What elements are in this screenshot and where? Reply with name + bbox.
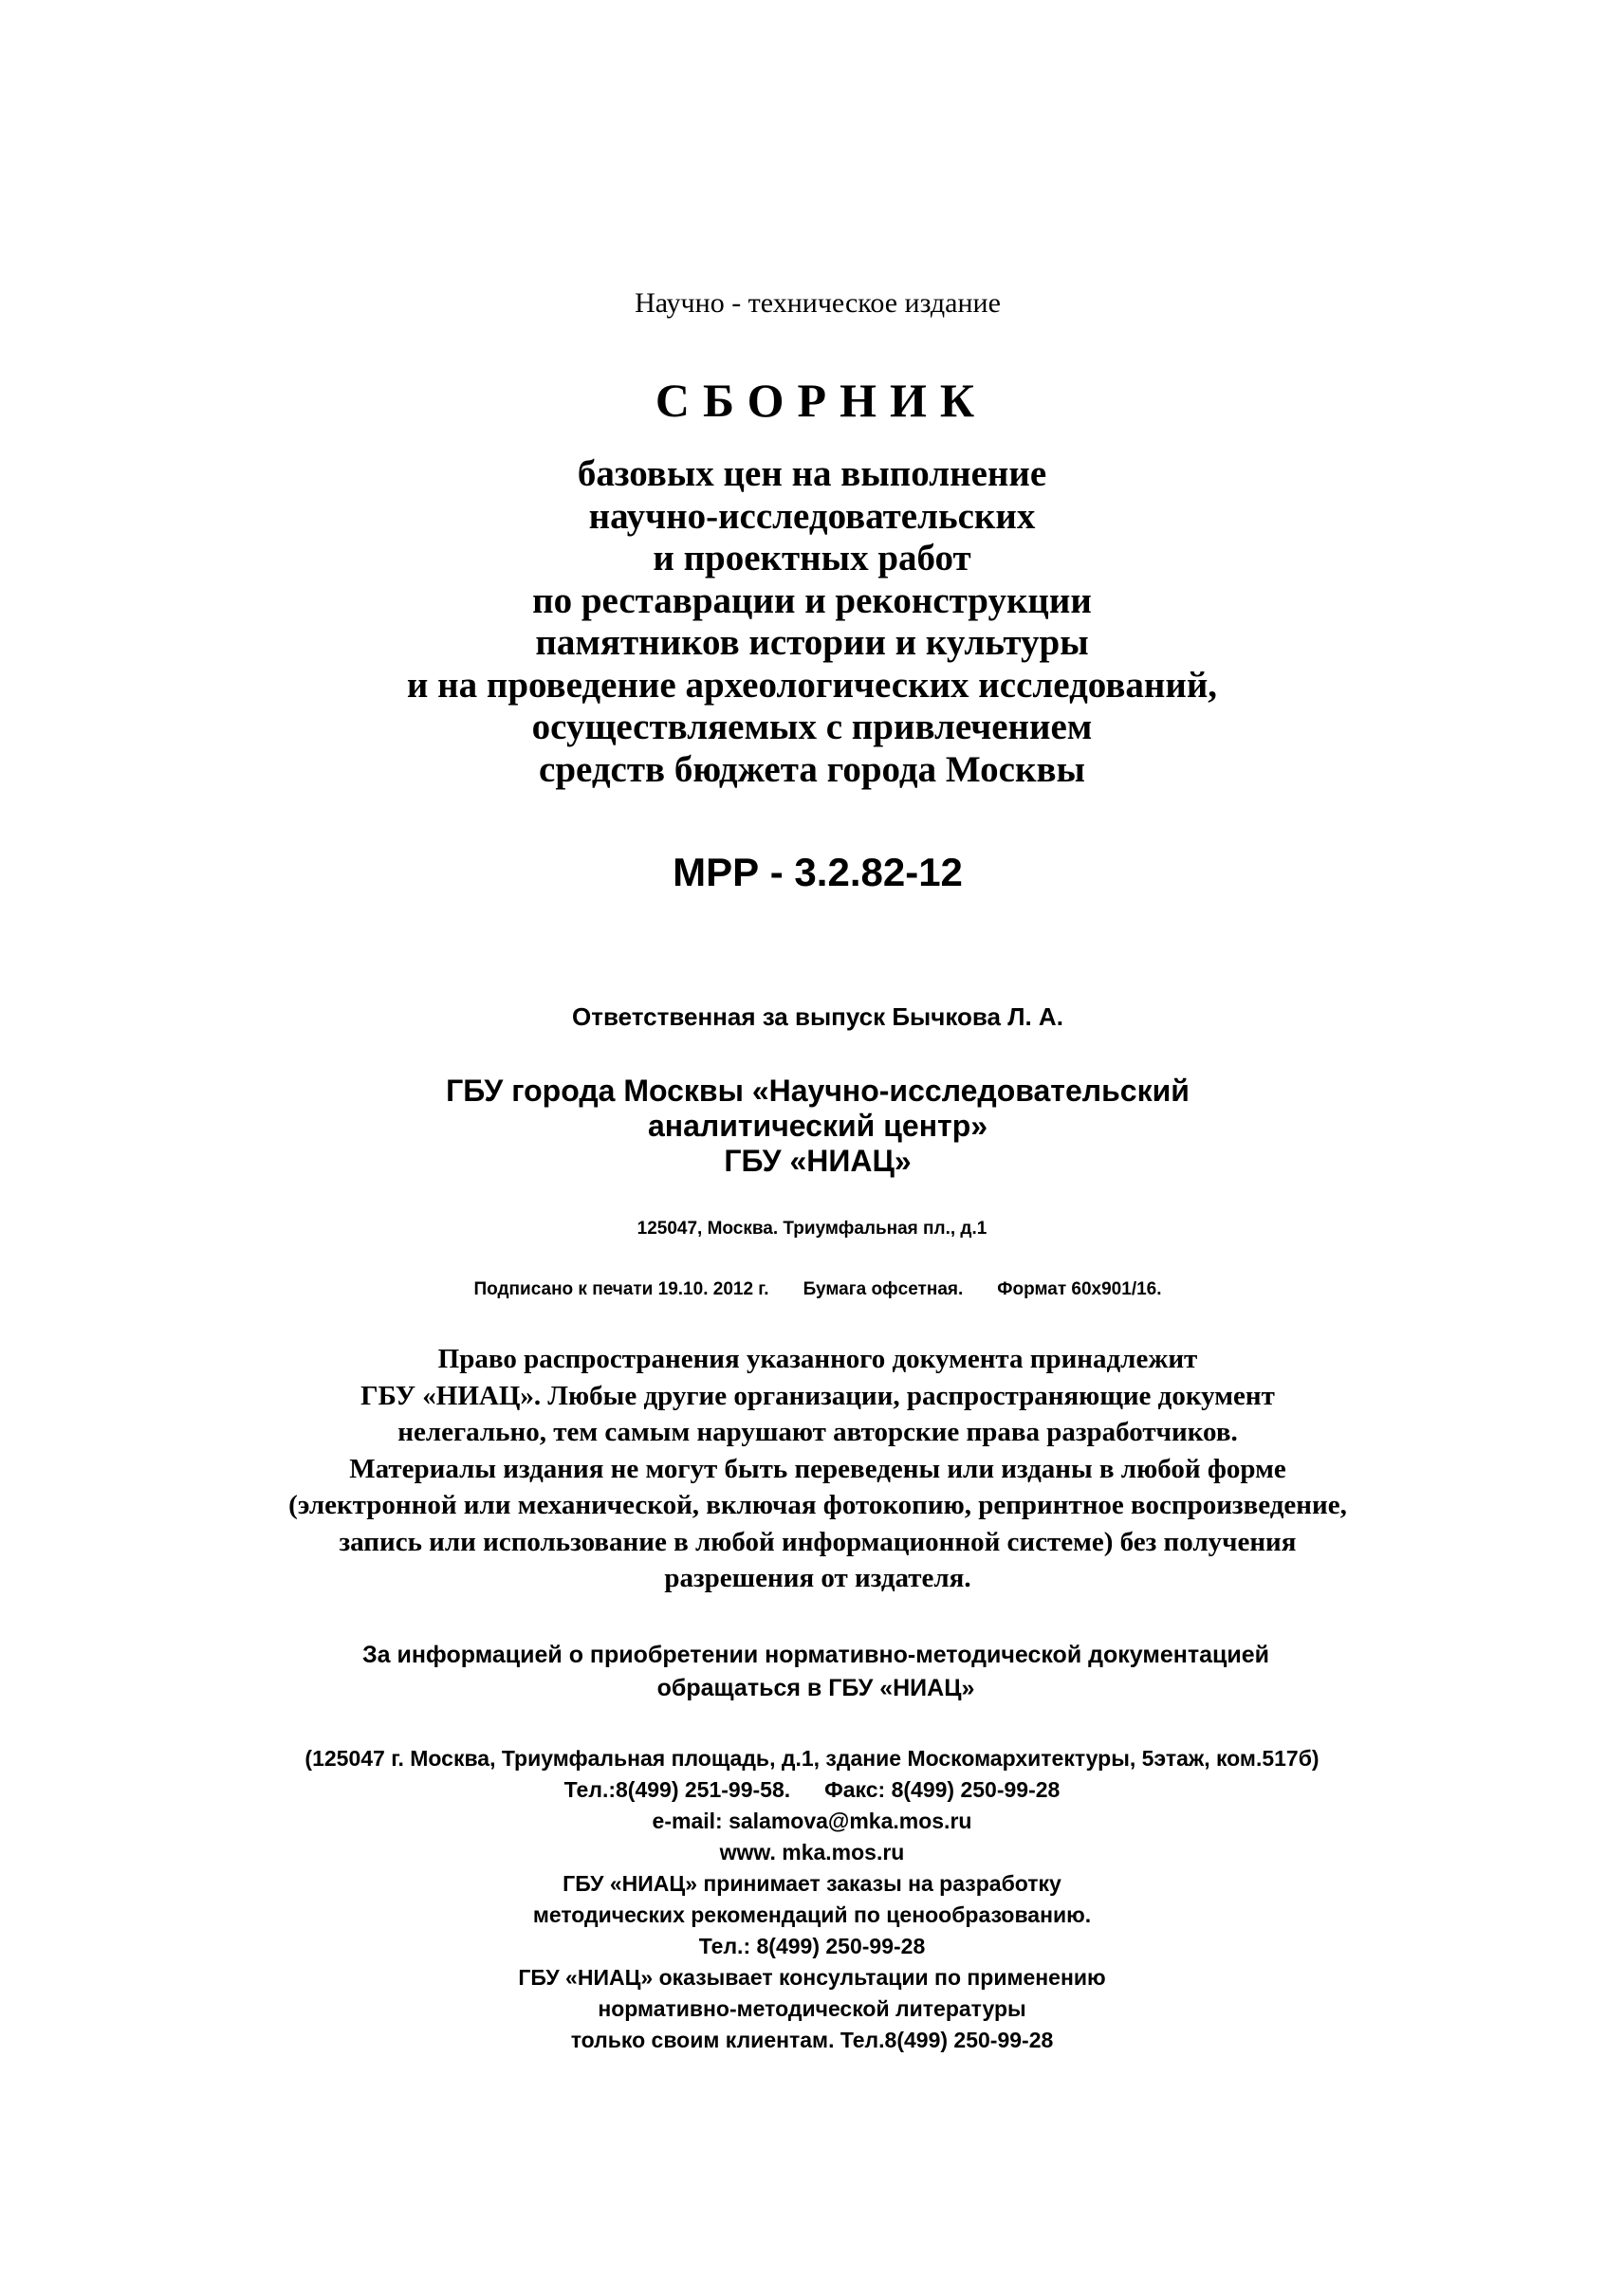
contact-website[interactable]: www. mka.mos.ru bbox=[719, 1840, 905, 1864]
rights-line: Материалы издания не могут быть переведены или изданы в любой форме bbox=[349, 1453, 1286, 1484]
info-request-line: обращаться в ГБУ «НИАЦ» bbox=[656, 1675, 975, 1701]
consult-line: ГБУ «НИАЦ» оказывает консультации по применению bbox=[518, 1965, 1106, 1990]
document-code: МРР - 3.2.82-12 bbox=[673, 850, 963, 894]
subtitle-line: научно-исследовательских bbox=[588, 495, 1036, 537]
rights-line: Право распространения указанного документа принадлежит bbox=[437, 1344, 1198, 1374]
contact-fax: Факс: 8(499) 250-99-28 bbox=[824, 1777, 1061, 1802]
organization-line: ГБУ «НИАЦ» bbox=[724, 1144, 912, 1178]
organization-line: аналитический центр» bbox=[647, 1109, 988, 1143]
subtitle-line: и на проведение археологических исследований, bbox=[406, 664, 1218, 706]
info-request bbox=[4, 1639, 1624, 1705]
phone-fax-line bbox=[0, 1774, 1624, 1806]
rights-line: (электронной или механической, включая фотокопию, репринтное воспроизведение, bbox=[288, 1490, 1347, 1520]
print-info bbox=[6, 1277, 1624, 1303]
order-line: Тел.: 8(499) 250-99-28 bbox=[698, 1934, 926, 1958]
rights-line: разрешения от издателя. bbox=[664, 1563, 971, 1593]
document-subtitle bbox=[0, 453, 1624, 791]
order-line: ГБУ «НИАЦ» принимает заказы на разработку bbox=[563, 1871, 1061, 1896]
subtitle-line: базовых цен на выполнение bbox=[577, 453, 1047, 494]
rights-line: запись или использование в любой информационной системе) без получения bbox=[339, 1526, 1297, 1557]
subtitle-line: памятников истории и культуры bbox=[535, 622, 1089, 663]
contact-info bbox=[0, 1743, 1624, 2056]
consult-line: только своим клиентам. Тел.8(499) 250-99-28 bbox=[570, 2028, 1054, 2052]
publication-type: Научно - техническое издание bbox=[635, 287, 1001, 319]
subtitle-line: осуществляемых с привлечением bbox=[531, 707, 1093, 747]
publisher-address: 125047, Москва. Триумфальная пл., д.1 bbox=[637, 1219, 987, 1239]
paper-type: Бумага офсетная. bbox=[803, 1279, 964, 1299]
contact-email[interactable]: e-mail: salamova@mka.mos.ru bbox=[652, 1809, 972, 1833]
print-signed-date: Подписано к печати 19.10. 2012 г. bbox=[473, 1279, 769, 1299]
rights-line: нелегально, тем самым нарушают авторские права разработчиков. bbox=[397, 1417, 1238, 1447]
subtitle-line: средств бюджета города Москвы bbox=[539, 748, 1085, 790]
rights-notice bbox=[6, 1341, 1624, 1597]
consult-line: нормативно-методической литературы bbox=[598, 1996, 1026, 2021]
info-request-line: За информацией о приобретении нормативно-методической документацией bbox=[361, 1642, 1270, 1668]
order-line: методических рекомендаций по ценообразованию. bbox=[532, 1902, 1092, 1927]
subtitle-line: и проектных работ bbox=[653, 538, 971, 579]
organization-line: ГБУ города Москвы «Научно-исследовательский bbox=[446, 1074, 1190, 1108]
subtitle-line: по реставрации и реконструкции bbox=[532, 579, 1092, 621]
responsible-editor: Ответственная за выпуск Бычкова Л. А. bbox=[572, 1002, 1063, 1031]
contact-phone: Тел.:8(499) 251-99-58. bbox=[563, 1777, 791, 1802]
publisher-organization bbox=[6, 1074, 1624, 1179]
document-title: СБОРНИК bbox=[655, 374, 988, 427]
paper-format: Формат 60х901/16. bbox=[997, 1279, 1162, 1299]
contact-address: (125047 г. Москва, Триумфальная площадь, д.1, здание Москомархитектуры, 5этаж, ком.517б) bbox=[304, 1746, 1320, 1771]
rights-line: ГБУ «НИАЦ». Любые другие организации, распространяющие документ bbox=[360, 1380, 1275, 1411]
